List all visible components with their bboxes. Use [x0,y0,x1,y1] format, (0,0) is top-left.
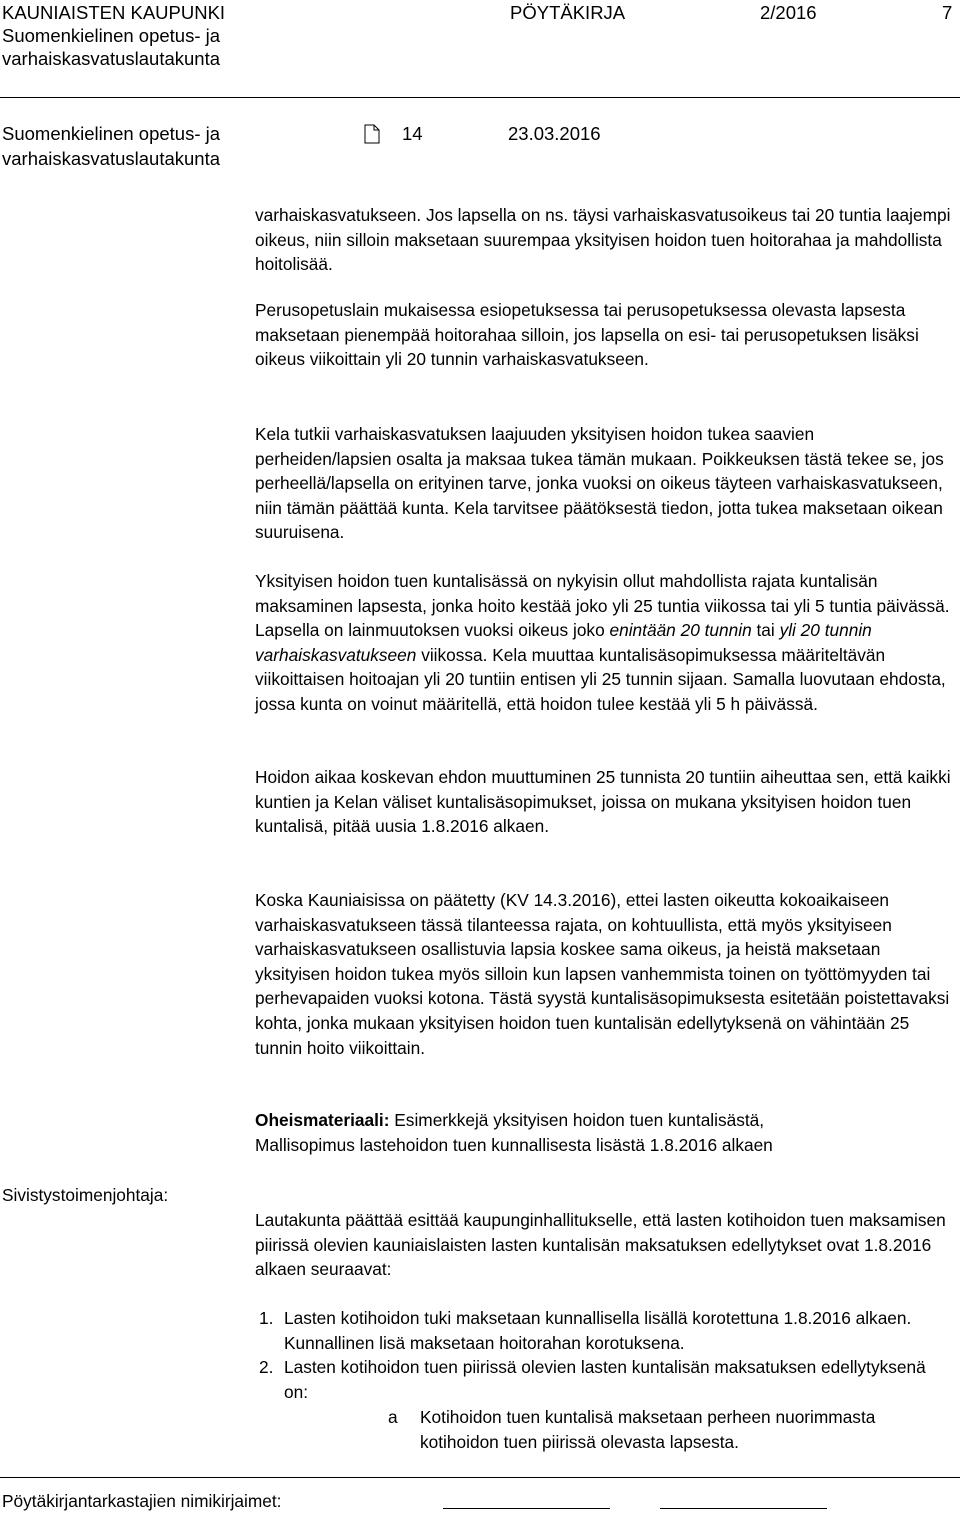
paragraph-text: Koska Kauniaisissa on päätetty (KV 14.3.2016), ettei lasten oikeutta kokoaikaiseen varhaiskasvatukseen tässä tilanteessa rajata, on kohtuullista, että myös yksityiseen varhaiskasvatukseen osallistuvia lapsia koskee sama oikeus, ja heistä maksetaan yksityisen hoidon tukea myös silloin kun lapsen vanhemmista toinen on työttömyyden tai perhevapaiden vuoksi kotona. Tästä syystä kuntalisäsopimuksesta esitetään poistettavaksi kohta, jonka mukaan yksityisen hoidon tuen kuntalisän edellytyksenä on vähintään 25 tunnin hoito viikoittain. [255,890,950,1058]
proposer-label: Sivistystoimenjohtaja: [2,1185,169,1205]
body-paragraph-6 [255,888,955,1060]
paragraph-text [255,569,955,717]
list-item-text: Lasten kotihoidon tuen piirissä olevien lasten kuntalisän maksatuksen edellytyksenä on: [284,1357,926,1402]
signature-line-2[interactable] [660,1508,827,1509]
body-paragraph-5 [255,765,955,839]
proposal-intro [255,1208,955,1282]
body-paragraph-2 [255,298,955,372]
signatures-label: Pöytäkirjantarkastajien nimikirjaimet: [2,1491,282,1511]
body-paragraph-1 [255,203,955,277]
doc-number: 2/2016 [760,2,817,23]
attachments-line-1 [255,1108,955,1133]
page-number: 7 [942,2,953,23]
paragraph-text: Kela tutkii varhaiskasvatuksen laajuuden yksityisen hoidon tukea saavien perheiden/lapsien osalta ja maksaa tukea tämän mukaan. Poikkeuksen tästä tekee se, jos perheellä/lapsella on erityinen tarve, jonka vuoksi on oikeus täyteen varhaiskasvatukseen, niin tämän päättää kunta. Kela tarvitsee päätöksestä tiedon, jotta tukea maksetaan oikean suuruisena. [255,424,944,543]
italic-text-run: yli 20 tunnin varhaiskasvatukseen [255,620,872,665]
signature-line-1[interactable] [443,1508,610,1509]
list-item-number: 2. [259,1357,274,1377]
section-date: 23.03.2016 [508,123,601,144]
section-committee-line2: varhaiskasvatuslautakunta [2,148,221,169]
paragraph-text: Perusopetuslain mukaisessa esiopetuksessa tai perusopetuksessa olevasta lapsesta maksetaan pienempää hoitorahaa silloin, jos lapsella on esi- tai perusopetuksen lisäksi oikeus viikoittain yli 20 tunnin varhaiskasvatukseen. [255,300,919,370]
paragraph-text: varhaiskasvatukseen. Jos lapsella on ns. täysi varhaiskasvatusoikeus tai 20 tuntia laajempi oikeus, niin silloin maksetaan suurempaa yksityisen hoidon tuen hoitorahaa ja mahdollista hoitolisää. [255,205,951,275]
paragraph-text: Lautakunta päättää esittää kaupunginhallitukselle, että lasten kotihoidon tuen maksamisen piirissä olevien kauniaislaisten lasten kuntalisän maksatuksen edellytykset ovat 1.8.2016 alkaen seuraavat: [255,1210,946,1280]
document-icon [364,124,380,144]
header-divider [0,97,960,98]
body-paragraph-4 [255,569,955,717]
paragraph-text: Hoidon aikaa koskevan ehdon muuttuminen 25 tunnista 20 tuntiin aiheuttaa sen, että kaikki kuntien ja Kelan väliset kuntalisäsopimukset, joissa on mukana yksityisen hoidon tuen kuntalisä, pitää uusia 1.8.2016 alkaen. [255,767,951,837]
header-committee-line2: varhaiskasvatuslautakunta [2,48,221,69]
sub-item-a [420,1405,940,1454]
section-committee-line1: Suomenkielinen opetus- ja [2,123,221,144]
list-item-2 [284,1355,954,1404]
text-run: viikossa. Kela muuttaa kuntalisäsopimuksessa määriteltävän viikoittaisen hoitoajan yli 20 tuntiin entisen yli 25 tunnin sijaan. Samalla luovutaan ehdosta, jossa kunta on voinut määritellä, että hoidon tulee kestää yli 5 h päivässä. [255,644,946,714]
sub-item-text: Kotihoidon tuen kuntalisä maksetaan perheen nuorimmasta kotihoidon tuen piirissä olevasta lapsesta. [420,1407,876,1452]
attachments-line-2: Mallisopimus lastehoidon tuen kunnallisesta lisästä 1.8.2016 alkaen [255,1134,773,1155]
italic-text-run: enintään 20 tunnin [609,620,752,641]
text-run: tai [751,620,780,641]
text-run: Yksityisen hoidon tuen kuntalisässä on nykyisin ollut mahdollista rajata kuntalisän maksaminen lapsesta, jonka hoito kestää joko yli 25 tuntia viikossa tai yli 5 tuntia päivässä. Lapsella on lainmuutoksen vuoksi oikeus joko [255,571,950,641]
attachments-text: Esimerkkejä yksityisen hoidon tuen kuntalisästä, [389,1110,765,1130]
section-number: 14 [402,123,423,144]
list-item-number: 1. [259,1308,274,1328]
body-paragraph-3 [255,422,955,545]
header-committee-line1: Suomenkielinen opetus- ja [2,25,221,46]
doc-type: PÖYTÄKIRJA [510,2,626,23]
sub-item-letter: a [388,1407,398,1427]
attachments-label: Oheismateriaali: [255,1110,390,1130]
footer-divider [0,1477,960,1478]
org-name: KAUNIAISTEN KAUPUNKI [2,2,226,23]
attachments [255,1108,955,1157]
list-item-1 [284,1306,954,1355]
list-item-text: Lasten kotihoidon tuki maksetaan kunnallisella lisällä korotettuna 1.8.2016 alkaen. Kunnallinen lisä maksetaan hoitorahan korotuksena. [284,1308,912,1353]
